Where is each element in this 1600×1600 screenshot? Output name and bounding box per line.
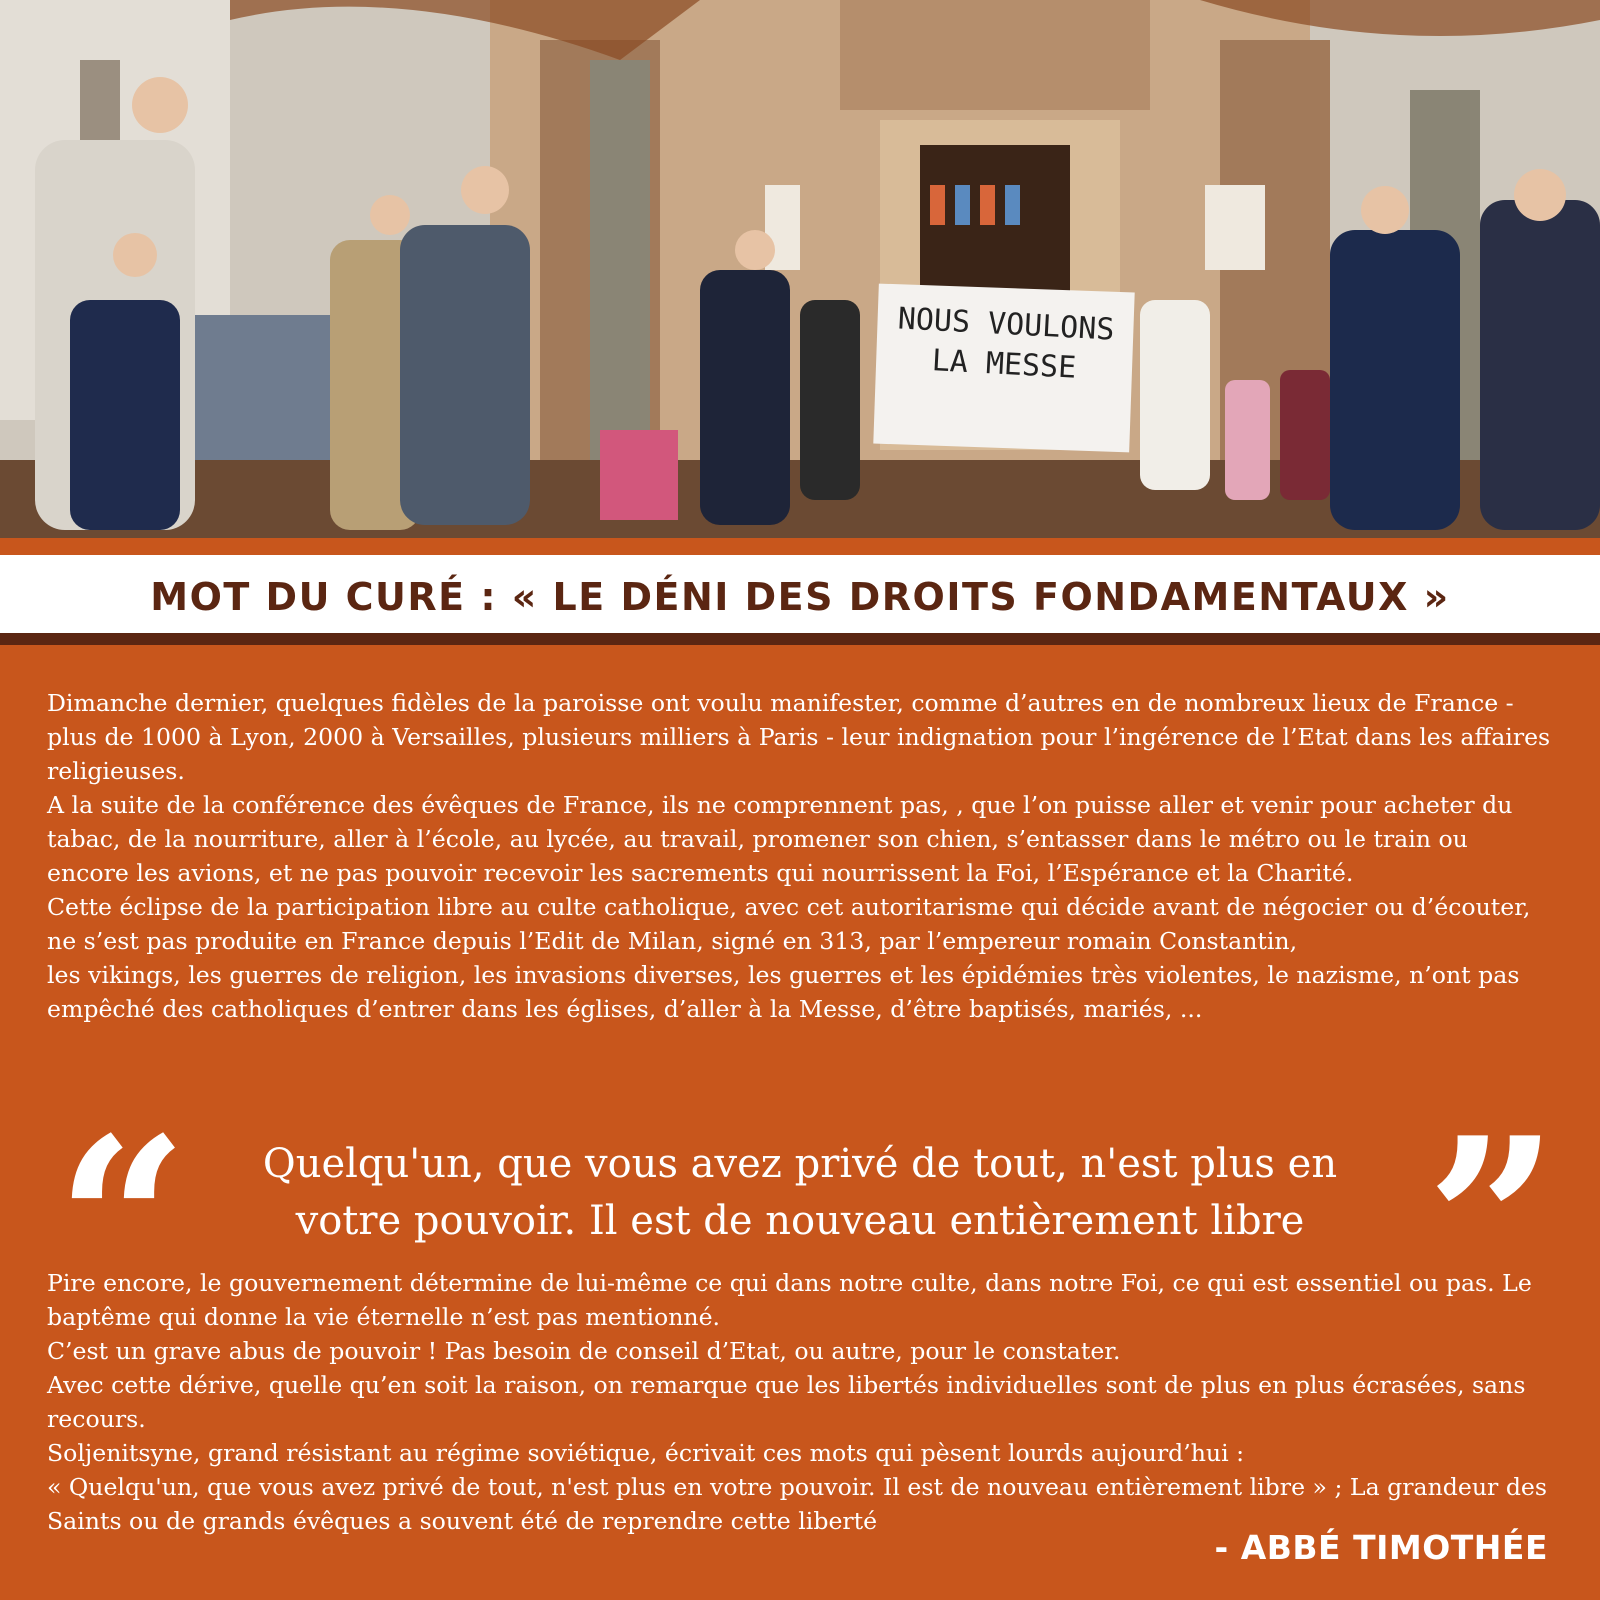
photo-illustration xyxy=(0,0,1600,538)
protest-banner-text: NOUS VOULONS LA MESSE xyxy=(896,301,1116,386)
article-paragraph: Dimanche dernier, quelques fidèles de la paroisse ont voulu manifester, comme d’autres en de nombreux lieux de France - plus de 1000 à Lyon, 2000 à Versailles, plusieurs milliers à Paris - leur indignation pour l’ingérence de l’Etat dans les affaires religieuses. xyxy=(47,689,1551,785)
header-photo xyxy=(0,0,1600,538)
pull-quote-line: votre pouvoir. Il est de nouveau entièrement libre xyxy=(295,1198,1305,1244)
title-underline xyxy=(0,633,1600,645)
article-paragraph: Soljenitsyne, grand résistant au régime soviétique, écrivait ces mots qui pèsent lourds aujourd’hui : xyxy=(47,1439,1245,1467)
pull-quote-line: Quelqu'un, que vous avez privé de tout, n'est plus en xyxy=(262,1141,1338,1187)
article-paragraph: Avec cette dérive, quelle qu’en soit la raison, on remarque que les libertés individuelles sont de plus en plus écrasées, sans recours. xyxy=(47,1371,1526,1433)
article-body-continued xyxy=(47,1266,1567,1538)
open-quote-icon: “ xyxy=(56,1088,189,1358)
article-paragraph: A la suite de la conférence des évêques de France, ils ne comprennent pas, , que l’on puisse aller et venir pour acheter du tabac, de la nourriture, aller à l’école, au lycée, au travail, promener son chien, s’entasser dans le métro ou le train ou encore les avions, et ne pas pouvoir recevoir les sacrements qui nourrissent la Foi, l’Espérance et la Charité. xyxy=(47,791,1513,887)
close-quote-icon: ” xyxy=(1426,1088,1559,1358)
article-paragraph: Cette éclipse de la participation libre au culte catholique, avec cet autoritarisme qui décide avant de négocier ou d’écouter, ne s’est pas produite en France depuis l’Edit de Milan, signé en 313, par l’empereur romain Constantin, xyxy=(47,893,1531,955)
author-signature: - ABBÉ TIMOTHÉE xyxy=(1214,1528,1548,1567)
article-body xyxy=(47,686,1557,1026)
title-band xyxy=(0,555,1600,645)
page-title: MOT DU CURÉ : « LE DÉNI DES DROITS FONDAMENTAUX » xyxy=(150,575,1450,619)
article-paragraph: C’est un grave abus de pouvoir ! Pas besoin de conseil d’Etat, ou autre, pour le constater. xyxy=(47,1337,1121,1365)
article-paragraph: Pire encore, le gouvernement détermine de lui-même ce qui dans notre culte, dans notre Foi, ce qui est essentiel ou pas. Le baptême qui donne la vie éternelle n’est pas mentionné. xyxy=(47,1269,1532,1331)
article-paragraph: les vikings, les guerres de religion, les invasions diverses, les guerres et les épidémies très violentes, le nazisme, n’ont pas empêché des catholiques d’entrer dans les églises, d’aller à la Messe, d’être baptisés, mariés, ... xyxy=(47,961,1520,1023)
pull-quote-text xyxy=(190,1136,1410,1250)
article-paragraph: « Quelqu'un, que vous avez privé de tout, n'est plus en votre pouvoir. Il est de nouveau entièrement libre » ; La grandeur des Saints ou de grands évêques a souvent été de reprendre cette liberté xyxy=(47,1473,1547,1535)
